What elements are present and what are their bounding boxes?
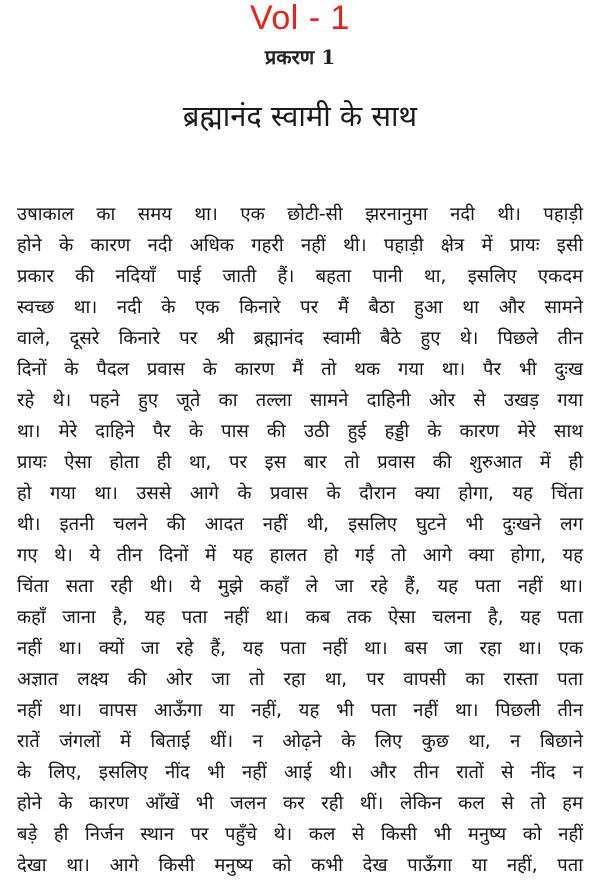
text-line: दिनों के पैदल प्रवास के कारण मैं तो थक गया था। पैर भी दुःख [17,359,583,380]
text-line: नहीं था। वापस आऊँगा या नहीं, यह भी पता नहीं था। पिछली तीन [17,700,583,721]
text-line: अज्ञात लक्ष्य की ओर जा तो रहा था, पर वापसी का रास्ता पता [17,669,583,690]
text-line: होने के कारण आँखें भी जलन कर रही थीं। लेकिन कल से तो हम [17,793,583,814]
text-line: थी। इतनी चलने की आदत नहीं थी, इसलिए घुटने भी दुःखने लग [17,514,583,535]
text-line: होने के कारण नदी अधिक गहरी नहीं थी। पहाड़ी क्षेत्र में प्रायः इसी [17,235,583,256]
volume-label: Vol - 1 [250,0,350,37]
body-paragraph [17,199,583,881]
text-line: देखा था। आगे किसी मनुष्य को कभी देख पाऊँगा या नहीं, पता [17,855,583,876]
text-line: गए थे। ये तीन दिनों में यह हालत हो गई तो आगे क्या होगा, यह [17,545,583,566]
text-line: रहे थे। पहने हुए जूते का तल्ला सामने दाहिनी ओर से उखड़ गया [17,390,583,411]
text-line: बड़े ही निर्जन स्थान पर पहुँचे थे। कल से किसी भी मनुष्य को नहीं [17,824,583,845]
text-line: रातें जंगलों में बिताई थीं। न ओढ़ने के लिए कुछ था, न बिछाने [17,731,583,752]
text-line: चिंता सता रही थी। ये मुझे कहाँ ले जा रहे हैं, यह पता नहीं था। [17,576,583,597]
text-line: हो गया था। उससे आगे के प्रवास के दौरान क्या होगा, यह चिंता [17,483,583,504]
text-line: नहीं था। क्यों जा रहे हैं, यह पता नहीं था। बस जा रहा था। एक [17,638,583,659]
text-line: स्वच्छ था। नदी के एक किनारे पर मैं बैठा हुआ था और सामने [17,297,583,318]
text-line: प्रकार की नदियाँ पाई जाती हैं। बहता पानी था, इसलिए एकदम [17,266,583,287]
chapter-number: प्रकरण 1 [264,45,336,69]
text-line: के लिए, इसलिए नींद भी नहीं आई थी। और तीन रातों से नींद न [17,762,583,783]
text-line: उषाकाल का समय था। एक छोटी-सी झरनानुमा नदी थी। पहाड़ी [17,204,583,225]
text-line: कहाँ जाना है, यह पता नहीं था। कब तक ऐसा चलना है, यह पता [17,607,583,628]
chapter-title: ब्रह्मानंद स्वामी के साथ [182,99,418,133]
text-line: प्रायः ऐसा होता ही था, पर इस बार तो प्रवास की शुरुआत में ही [17,452,583,473]
text-line: वाले, दूसरे किनारे पर श्री ब्रह्मानंद स्वामी बैठे हुए थे। पिछले तीन [17,328,583,349]
text-line: था। मेरे दाहिने पैर के पास की उठी हुई हड्डी के कारण मेरे साथ [17,421,583,442]
